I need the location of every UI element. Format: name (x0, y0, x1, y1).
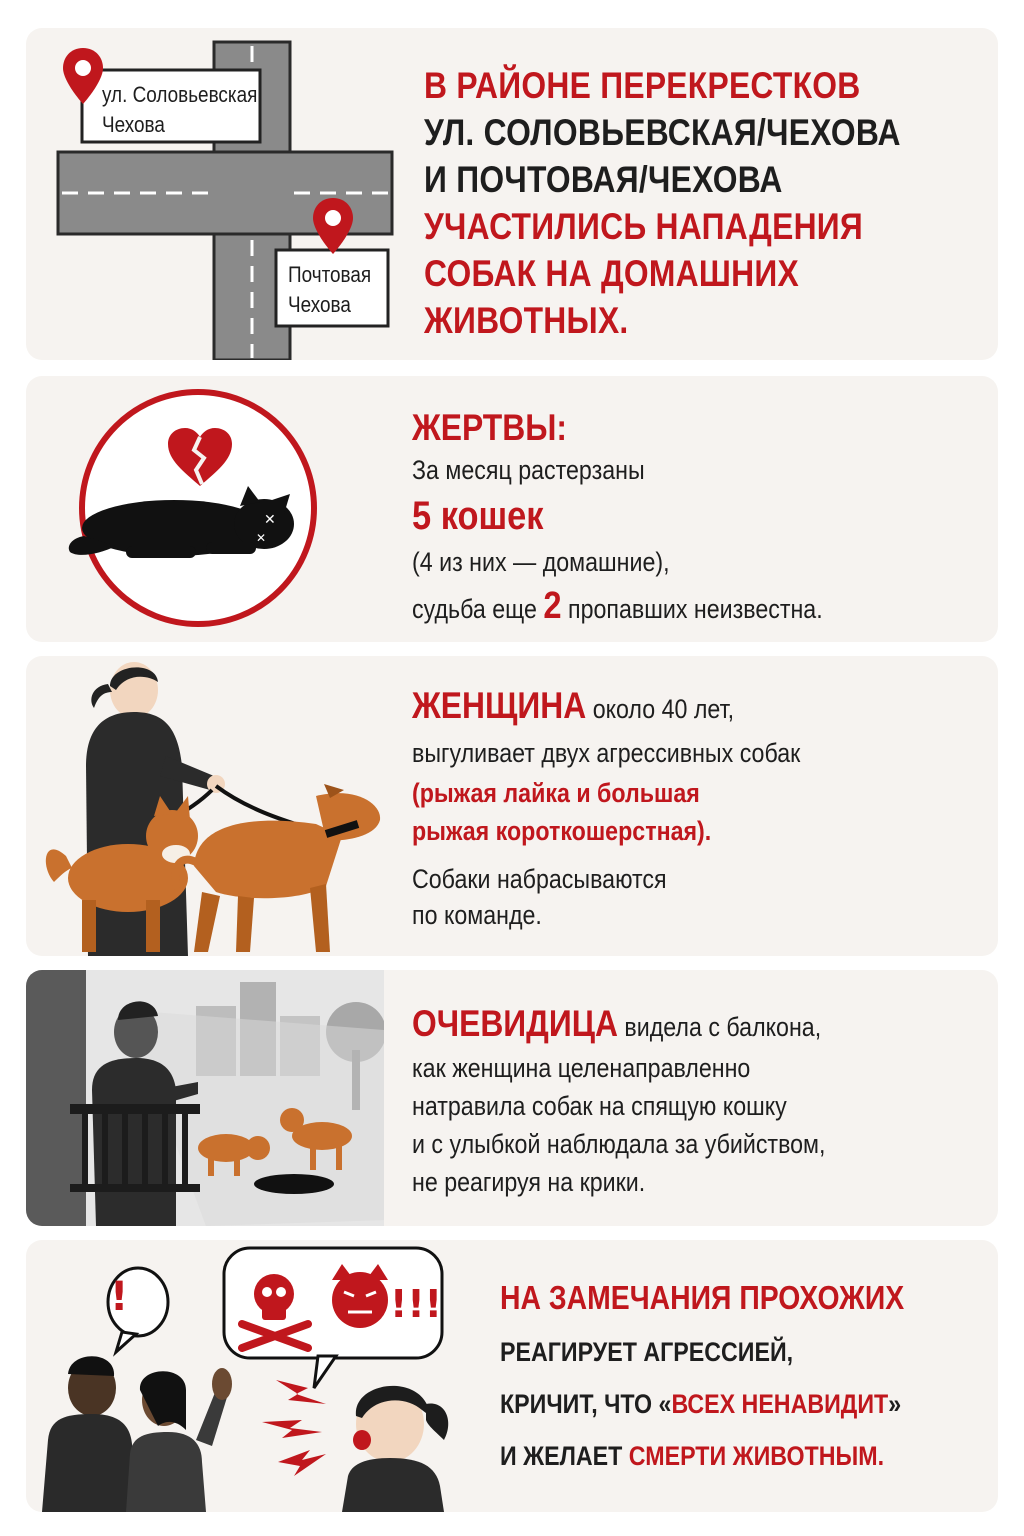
witness-line1: как женщина целенаправленно (412, 1053, 751, 1083)
victims-missing-count: 2 (543, 585, 562, 627)
street-sign-pochtovaya (288, 260, 371, 320)
street-sign-soloveyskaya (102, 80, 257, 140)
passersby-line2-after: » (888, 1389, 902, 1419)
bubble-exclamation: ! (110, 1274, 129, 1320)
title-line4: УЧАСТИЛИСЬ НАПАДЕНИЯ (424, 206, 864, 247)
passersby-line2 (500, 1378, 904, 1430)
passersby-text (500, 1270, 970, 1482)
map-pin-icon (310, 196, 356, 258)
lightning-icon (262, 1380, 326, 1476)
victims-line2: (4 из них — домашние), (412, 547, 670, 577)
victims-heading: ЖЕРТВЫ: (412, 407, 567, 448)
passersby-panel (26, 1240, 998, 1512)
title-line3: И ПОЧТОВАЯ/ЧЕХОВА (424, 159, 783, 200)
victims-illustration (26, 376, 366, 642)
passersby-heading: НА ЗАМЕЧАНИЯ ПРОХОЖИХ (500, 1279, 905, 1316)
victims-text (412, 406, 890, 633)
sign1-line2: Чехова (102, 112, 165, 137)
title-line1: В РАЙОНЕ ПЕРЕКРЕСТКОВ (424, 65, 861, 106)
shorthair-dog (175, 784, 380, 952)
victims-panel (26, 376, 998, 642)
passersby-line1: РЕАГИРУЕТ АГРЕССИЕЙ, (500, 1337, 794, 1367)
sign2-line2: Чехова (288, 292, 351, 317)
angry-dog-icon (332, 1264, 388, 1328)
woman-with-dogs-illustration (26, 656, 396, 956)
woman-line1: выгуливает двух агрессивных собак (412, 738, 801, 768)
title-line5: СОБАК НА ДОМАШНИХ (424, 253, 799, 294)
passersby-line2-red: ВСЕХ НЕНАВИДИТ (671, 1389, 889, 1419)
passersby-illustration (26, 1240, 486, 1512)
woman-panel (26, 656, 998, 956)
woman-line2: (рыжая лайка и большая (412, 778, 700, 808)
sign2-line1: Почтовая (288, 262, 372, 287)
passersby-line3-before: И ЖЕЛАЕТ (500, 1441, 623, 1471)
witness-line3: и с улыбкой наблюдала за убийством, (412, 1129, 826, 1159)
title-line2: УЛ. СОЛОВЬЕВСКАЯ/ЧЕХОВА (424, 112, 901, 153)
woman-heading-rest: около 40 лет, (592, 694, 735, 724)
woman-heading: ЖЕНЩИНА (412, 685, 587, 726)
woman-line3: рыжая короткошерстная). (412, 816, 712, 846)
broken-heart-icon (164, 426, 236, 490)
svg-text:✕: ✕ (264, 512, 276, 528)
map-pin-icon (60, 46, 106, 108)
victims-line3-before: судьба еще (412, 594, 537, 624)
victims-line3-after: пропавших неизвестна. (568, 594, 823, 624)
title-line6: ЖИВОТНЫХ. (424, 300, 629, 341)
victims-line1: За месяц растерзаны (412, 455, 645, 485)
woman-heading-line (412, 684, 800, 731)
intersection-panel (26, 28, 998, 360)
witness-text (412, 1002, 893, 1201)
woman-text (412, 684, 864, 933)
witness-line4: не реагируя на крики. (412, 1167, 646, 1197)
woman-line5: по команде. (412, 900, 542, 930)
victims-line3 (412, 582, 823, 633)
witness-illustration (26, 970, 384, 1226)
passersby-line3 (500, 1430, 904, 1482)
witness-panel (26, 970, 998, 1226)
passersby-line2-before: КРИЧИТ, ЧТО « (500, 1389, 672, 1419)
witness-line2: натравила собак на спящую кошку (412, 1091, 787, 1121)
woman-line4: Собаки набрасываются (412, 864, 667, 894)
witness-heading-rest: видела с балкона, (624, 1012, 822, 1042)
witness-heading: ОЧЕВИДИЦА (412, 1003, 618, 1044)
bubble-exclamations: !!! (390, 1282, 442, 1326)
sign1-line1: ул. Соловьевская (102, 82, 258, 107)
witness-heading-line (412, 1002, 825, 1049)
page-title (424, 62, 901, 344)
victims-count: 5 кошек (412, 494, 544, 538)
passersby-line3-red: СМЕРТИ ЖИВОТНЫМ. (628, 1441, 885, 1471)
svg-text:✕: ✕ (256, 531, 267, 545)
